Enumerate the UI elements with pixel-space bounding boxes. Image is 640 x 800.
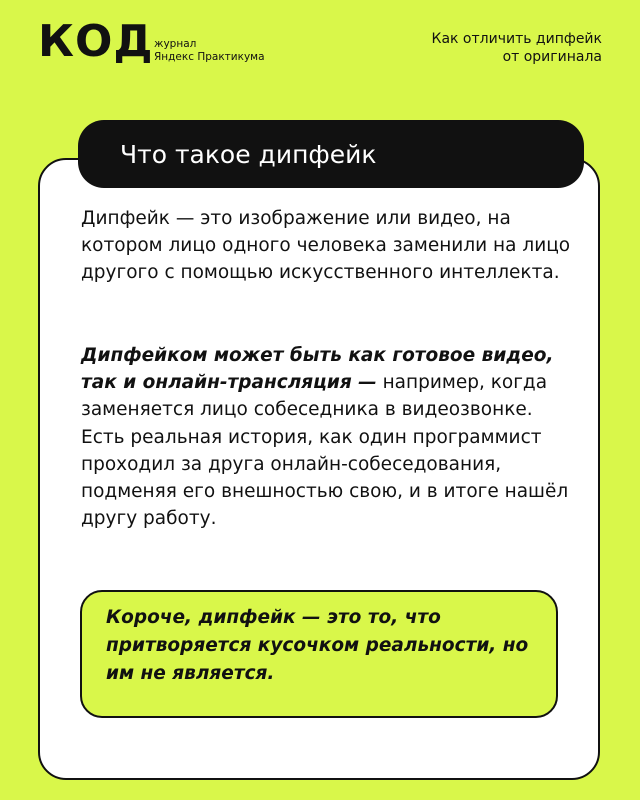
- kod-logo: КОД: [38, 16, 154, 67]
- definition-paragraph: Дипфейк — это изображение или видео, на котором лицо одного человека заменили на лицо другого с помощью искусственного интеллекта.: [81, 208, 571, 284]
- summary-text: Короче, дипфейк — это то, что притворяется кусочком реальности, но им не является.: [106, 607, 529, 684]
- details-rest: например, когда заменяется лицо собеседника в видеозвонке. Есть реальная история, как один программист проходил за друга онлайн-собеседования, подменяя его внешностью свою, и в итоге нашёл другу работу.: [81, 372, 569, 530]
- topic-title: [432, 30, 603, 66]
- logo-subtitle-line2: Яндекс Практикума: [154, 51, 265, 64]
- details-emphasis: Дипфейком может быть как готовое видео, так и онлайн-трансляция —: [81, 345, 554, 394]
- details-paragraph: [81, 342, 581, 532]
- summary-box: [80, 590, 558, 718]
- header: [0, 0, 640, 100]
- topic-line1: Как отличить дипфейк: [431, 31, 602, 47]
- logo-subtitle-line1: журнал: [154, 38, 197, 50]
- logo-subtitle: [154, 38, 265, 64]
- section-title-pill: [78, 120, 584, 188]
- section-title: Что такое дипфейк: [120, 139, 377, 169]
- topic-line2: от оригинала: [502, 49, 602, 66]
